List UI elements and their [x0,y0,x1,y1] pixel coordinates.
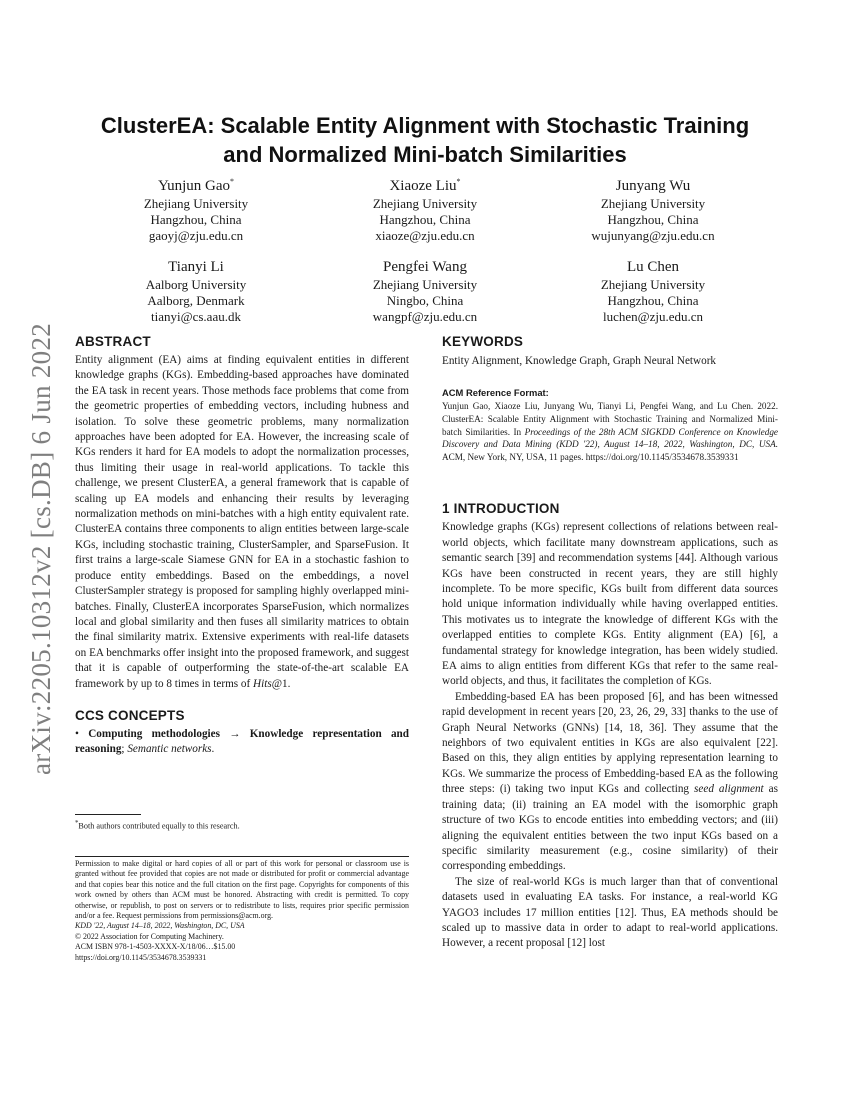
acm-reference [442,387,778,463]
intro-paragraph-2-end: as training data; (ii) training an EA model with the isomorphic graph structure of two KGs to encode entities into embedding vectors; and (iii) aligning the equivalent entities between the two input KGs based on a specific similarity measurement (e.g., cosine similarity) of their corresponding embeddings. [442,783,779,873]
intro-paragraph-1: Knowledge graphs (KGs) represent collections of relations between real-world objects, which facilitate many downstream applications, such as semantic search [39] and recommendation systems [44]. Although various KGs have been constructed in recent years, they are still highly incomplete. To be more specific, KGs built from different data sources hold unique information individually while having overlapped entities. This motivates us to integrate the knowledge of different KGs with the overlapped entities to complete KGs. Entity alignment (EA) [6], a fundamental strategy for knowledge integration, has been widely studied. EA aims to align entities from different KGs that refer to the same real-world objects, and thus, it facilitates the completion of KGs. [442,521,778,688]
author-location: Aalborg, Denmark [147,293,245,309]
footnote-text: Both authors contributed equally to this research. [78,821,240,831]
acm-reference-heading: ACM Reference Format: [442,387,549,399]
author-name: Xiaoze Liu [389,178,457,194]
acm-reference-authors: Yunjun Gao, Xiaoze Liu, Junyang Wu, Tianyi Li, Pengfei Wang, and Lu Chen. 2022. ClusterEA: Scalable Entity Alignment with Stochastic Training and Normalized Mini-batch Similarities. In [442,401,778,437]
author-location: Ningbo, China [386,293,464,309]
isbn-line: ACM ISBN 978-1-4503-XXXX-X/18/06…$15.00 [75,942,236,952]
arxiv-identifier-stamp: arXiv:2205.10312v2 [cs.DB] 6 Jun 2022 [26,322,56,775]
doi-line[interactable]: https://doi.org/10.1145/3534678.3539331 [75,952,207,962]
author-email[interactable]: wangpf@zju.edu.cn [372,309,478,325]
ccs-end: . [211,743,215,756]
author-affiliation: Aalborg University [145,277,247,292]
equal-contribution-mark: * [456,177,461,186]
ccs-concepts-text [75,727,409,758]
ccs-secondary-concept: Semantic networks [127,743,212,756]
ccs-bullet: • [75,727,79,740]
author-block [537,172,769,245]
permission-text: Permission to make digital or hard copies of all or part of this work for personal or classroom use is granted without fee provided that copies are not made or distributed for profit or commercial advantage and that copies bear this notice and the full citation on the first page. Copyrights for components of this work owned by others than ACM must be honored. Abstracting with credit is permitted. To copy otherwise, or republish, to post on servers or to redistribute to lists, requires prior specific permission and/or a fee. Request permissions from permissions@acm.org. [75,859,409,921]
author-block [80,253,312,326]
author-email[interactable]: xiaoze@zju.edu.cn [375,228,475,244]
abstract-body: Entity alignment (EA) aims at finding equivalent entities in different knowledge graphs (KGs). Embedding-based approaches have dominated the EA task in recent years. Those methods face problems that come from the geometric properties of embedding vectors, including hubness and isolation. To solve these geometric problems, many normalization approaches have been adopted for EA. However, the increasing scale of KGs renders it hard for EA models to adopt the normalization processes, thus limiting their usage in real-world applications. To tackle this challenge, we present ClusterEA, a general framework that is capable of scaling up EA models and enhancing their results by leveraging normalization methods on mini-batches with a high entity equivalent rate. ClusterEA contains three components to align entities between large-scale KGs, including stochastic training, ClusterSampler, and SparseFusion. It first trains a large-scale Siamese GNN for EA in a stochastic fashion to produce entity embeddings. Based on the embeddings, a novel ClusterSampler strategy is proposed for sampling highly overlapped mini-batches. Finally, ClusterEA incorporates SparseFusion, which normalizes local and global similarity and then fuses all similarity matrices to obtain the final similarity matrix. Extensive experiments with real-life datasets on EA benchmarks offer insight into the proposed framework, and suggest that it is capable of outperforming the state-of-the-art scalable EA framework by up to 8 times in terms of [75,354,409,690]
ccs-primary-concept: Computing methodologies → Knowledge representation and reasoning [75,727,409,756]
ccs-separator: ; [121,743,128,756]
abstract-metric-suffix: @1. [271,677,291,690]
author-affiliation: Zhejiang University [372,196,478,211]
author-name: Junyang Wu [615,178,691,194]
acm-reference-venue: Proceedings of the 28th ACM SIGKDD Conference on Knowledge Discovery and Data Mining (KDD '22), August 14–18, 2022, Washington, DC, USA. [442,426,778,450]
equal-contribution-mark: * [230,177,235,186]
author-affiliation: Zhejiang University [372,277,478,292]
conference-line: KDD '22, August 14–18, 2022, Washington, DC, USA [75,921,245,931]
abstract-metric: Hits [253,677,272,690]
author-block [80,172,312,245]
author-name: Yunjun Gao [157,178,231,194]
abstract-heading: ABSTRACT [75,334,151,349]
intro-paragraph-2 [442,690,778,875]
permission-rule [75,856,409,857]
author-email[interactable]: tianyi@cs.aau.dk [151,309,241,325]
acm-reference-publisher: ACM, New York, NY, USA, 11 pages. https://doi.org/10.1145/3534678.3539331 [442,451,739,462]
paper-title [60,111,790,169]
author-email[interactable]: wujunyang@zju.edu.cn [591,228,715,244]
right-column [442,333,778,952]
title-line-2: and Normalized Mini-batch Similarities [223,142,627,167]
author-affiliation: Zhejiang University [143,196,249,211]
left-column [75,333,409,758]
author-location: Hangzhou, China [379,212,471,228]
footnote-mark: * [75,820,79,827]
author-block [309,172,541,245]
author-affiliation: Zhejiang University [600,196,706,211]
author-block [309,253,541,326]
footnote [75,818,409,832]
keywords-text: Entity Alignment, Knowledge Graph, Graph Neural Network [442,355,717,367]
author-location: Hangzhou, China [607,212,699,228]
acm-reference-text [442,400,778,463]
author-name: Lu Chen [626,259,680,275]
author-affiliation: Zhejiang University [600,277,706,292]
intro-paragraph-2-start: Embedding-based EA has been proposed [6], and has been witnessed rapid development in recent years [20, 23, 26, 29, 33] thanks to the use of Graph Neural Networks (GNNs) [14, 18, 36]. They assume that the neighbors of two equivalent entities in KGs are also equivalent [22]. Based on this, they align entities by applying representation learning to KGs. We summarize the process of Embedding-based EA as the following three steps: (i) taking two input KGs and collecting [442,690,778,796]
introduction-heading: 1 INTRODUCTION [442,501,560,517]
author-email[interactable]: luchen@zju.edu.cn [602,309,704,325]
author-location: Hangzhou, China [607,293,699,309]
intro-paragraph-3: The size of real-world KGs is much larger than that of conventional datasets used in evaluating EA tasks. For instance, a real-world KG YAGO3 includes 17 million entities [12]. Thus, EA methods should be scaled up to massive data in order to adapt to real-world applications. However, a recent proposal [12] lost [442,875,778,950]
permission-block [75,859,409,963]
author-name: Pengfei Wang [383,259,467,275]
author-location: Hangzhou, China [150,212,242,228]
keywords-heading: KEYWORDS [442,334,524,349]
abstract-text [75,353,409,692]
author-email[interactable]: gaoyj@zju.edu.cn [148,228,244,244]
title-line-1: ClusterEA: Scalable Entity Alignment with Stochastic Training [100,113,750,138]
author-block [537,253,769,326]
seed-alignment-term: seed alignment [694,783,764,796]
author-name: Tianyi Li [168,259,224,275]
ccs-concepts-heading: CCS CONCEPTS [75,707,185,723]
copyright-line: © 2022 Association for Computing Machinery. [75,931,224,941]
footnote-rule [75,814,141,815]
